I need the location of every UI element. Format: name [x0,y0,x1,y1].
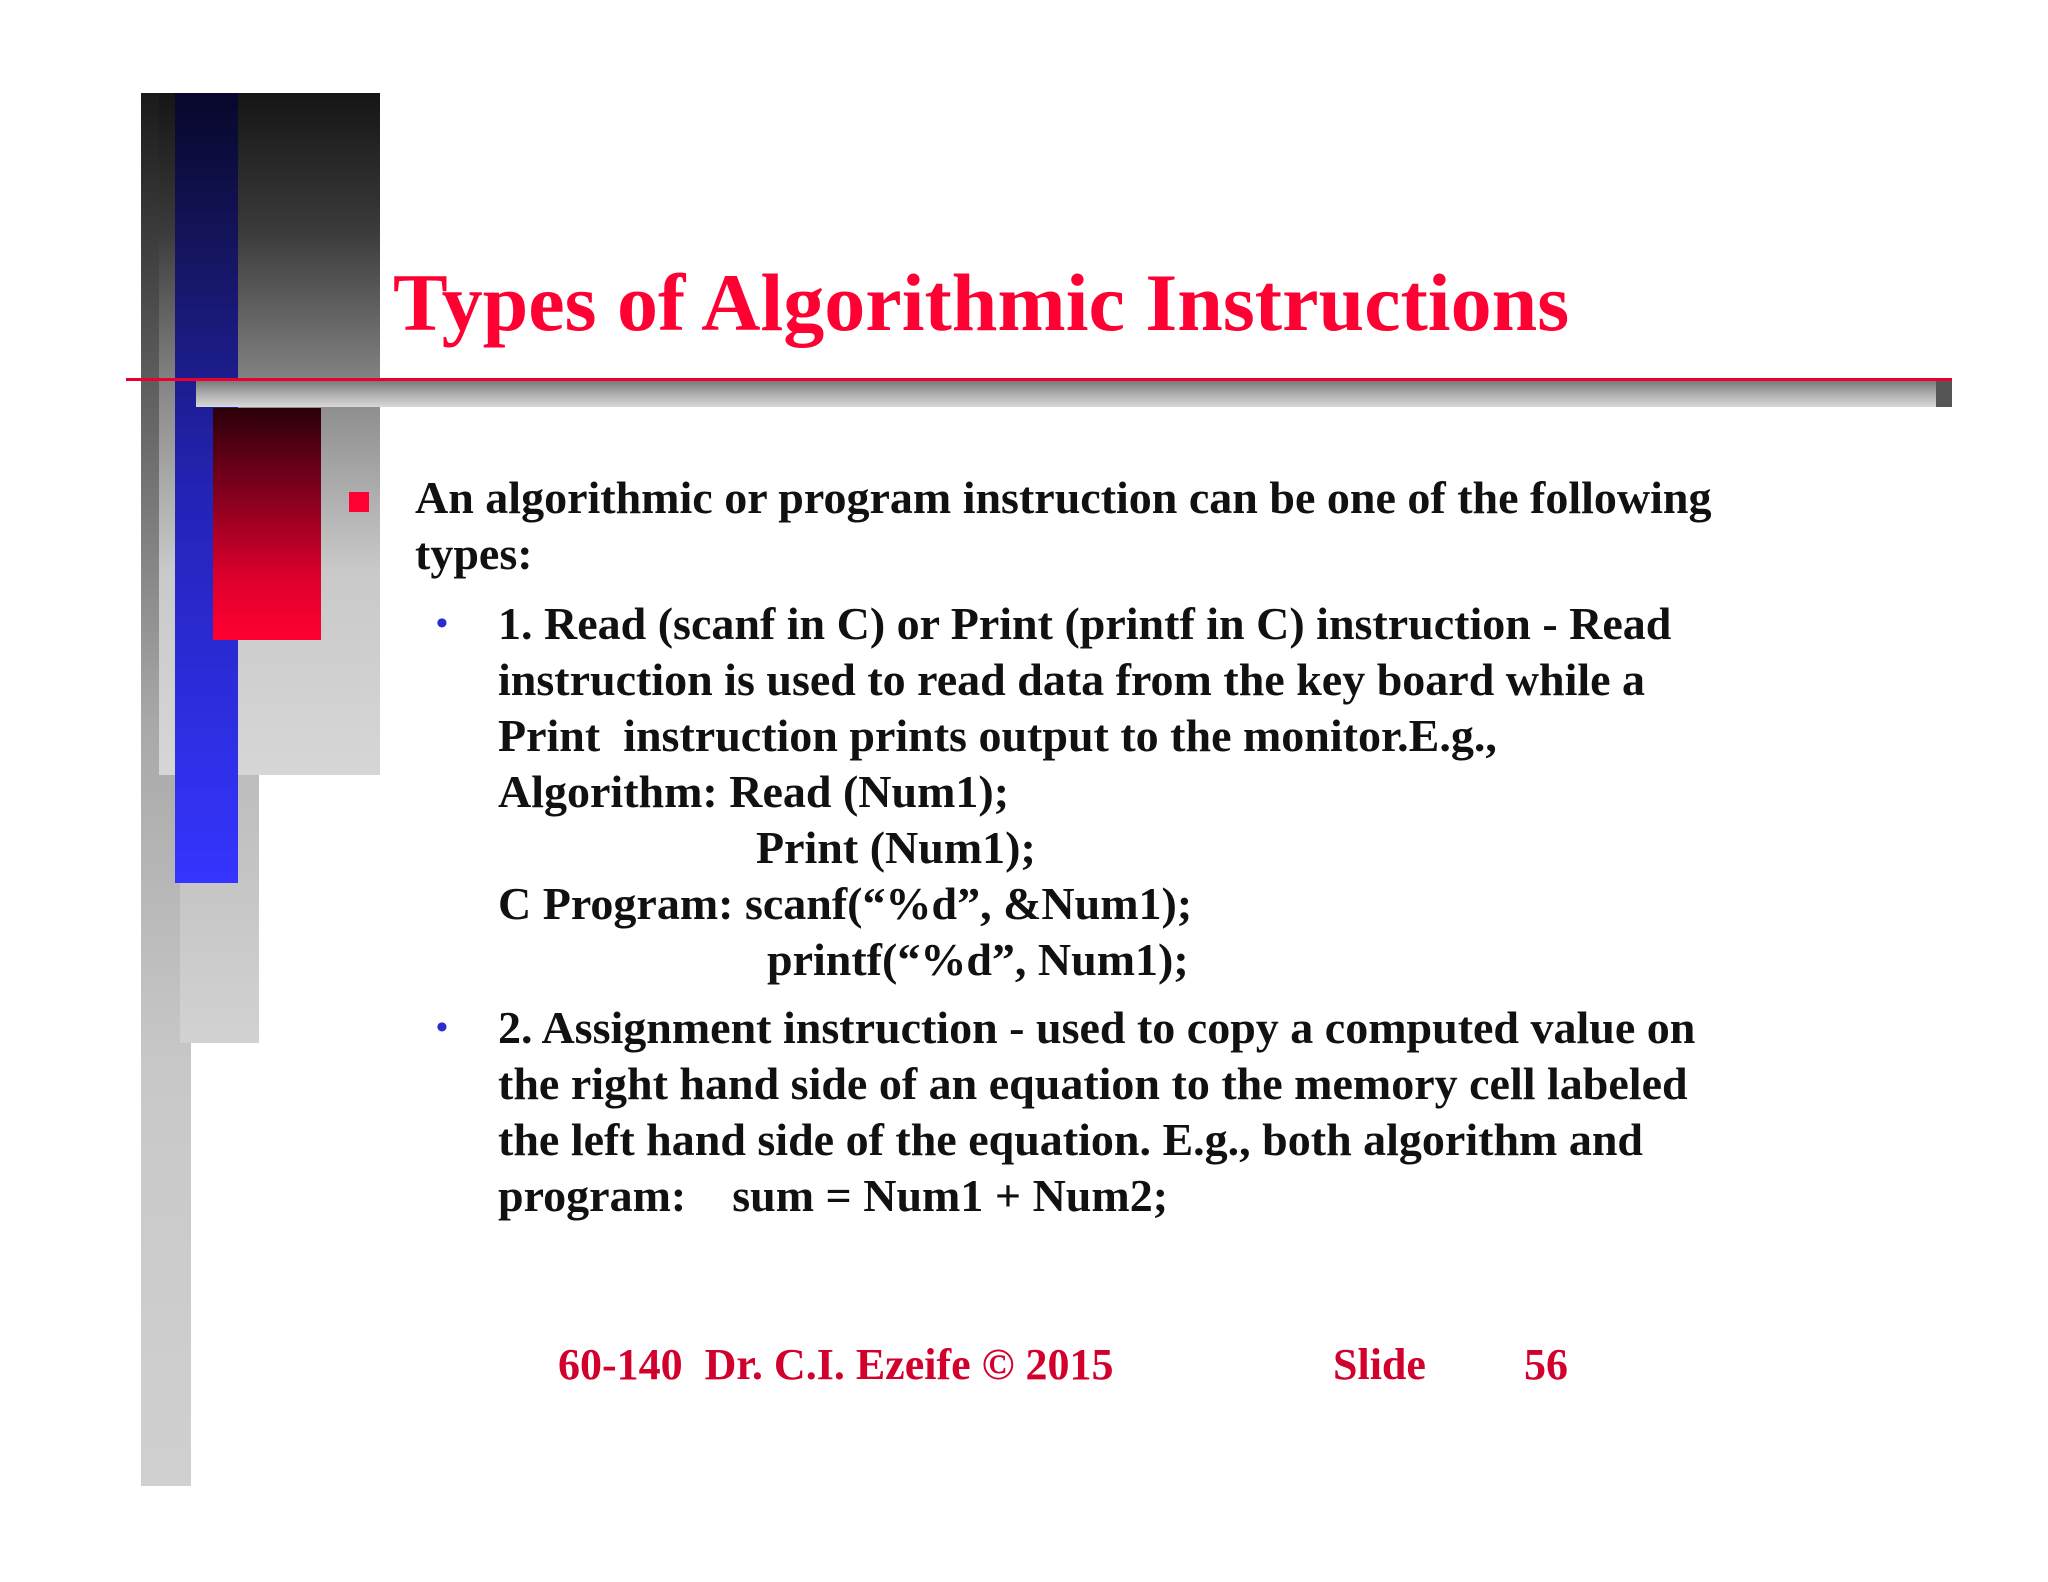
intro-paragraph [415,470,1915,582]
title-shadow-bar [196,381,1952,407]
code-line: Print (Num1); [756,822,1036,873]
footer-course: 60-140 Dr. C.I. Ezeife © 2015 [558,1340,1114,1389]
bullet-dot-icon: • [436,605,448,642]
text-line: 2. Assignment instruction - used to copy a computed value on [498,1002,1696,1053]
title-shadow-end [1936,381,1952,407]
code-line: printf(“%d”, Num1); [767,934,1189,985]
decorative-red-block [213,408,321,640]
slide-title: Types of Algorithmic Instructions [393,257,1570,348]
footer-slide-number: 56 [1524,1340,1568,1389]
text-line: the left hand side of the equation. E.g., both algorithm and [498,1114,1644,1165]
text-line: 1. Read (scanf in C) or Print (printf in C) instruction - Read [498,598,1672,649]
text-line: instruction is used to read data from the key board while a [498,654,1646,705]
footer-slide-label: Slide [1333,1340,1426,1389]
code-line: Algorithm: Read (Num1); [498,766,1010,817]
list-item-text [498,1000,1908,1224]
text-line: the right hand side of an equation to the memory cell labeled [498,1058,1688,1109]
text-line: Print instruction prints output to the monitor.E.g., [498,710,1497,761]
code-line: C Program: scanf(“%d”, &Num1); [498,878,1193,929]
list-item-text [498,596,1908,988]
intro-line: types: [415,528,533,579]
bullet-dot-icon: • [436,1009,448,1046]
intro-line: An algorithmic or program instruction can be one of the following [415,472,1712,523]
text-line: program: sum = Num1 + Num2; [498,1170,1169,1221]
square-bullet-icon [349,492,369,512]
